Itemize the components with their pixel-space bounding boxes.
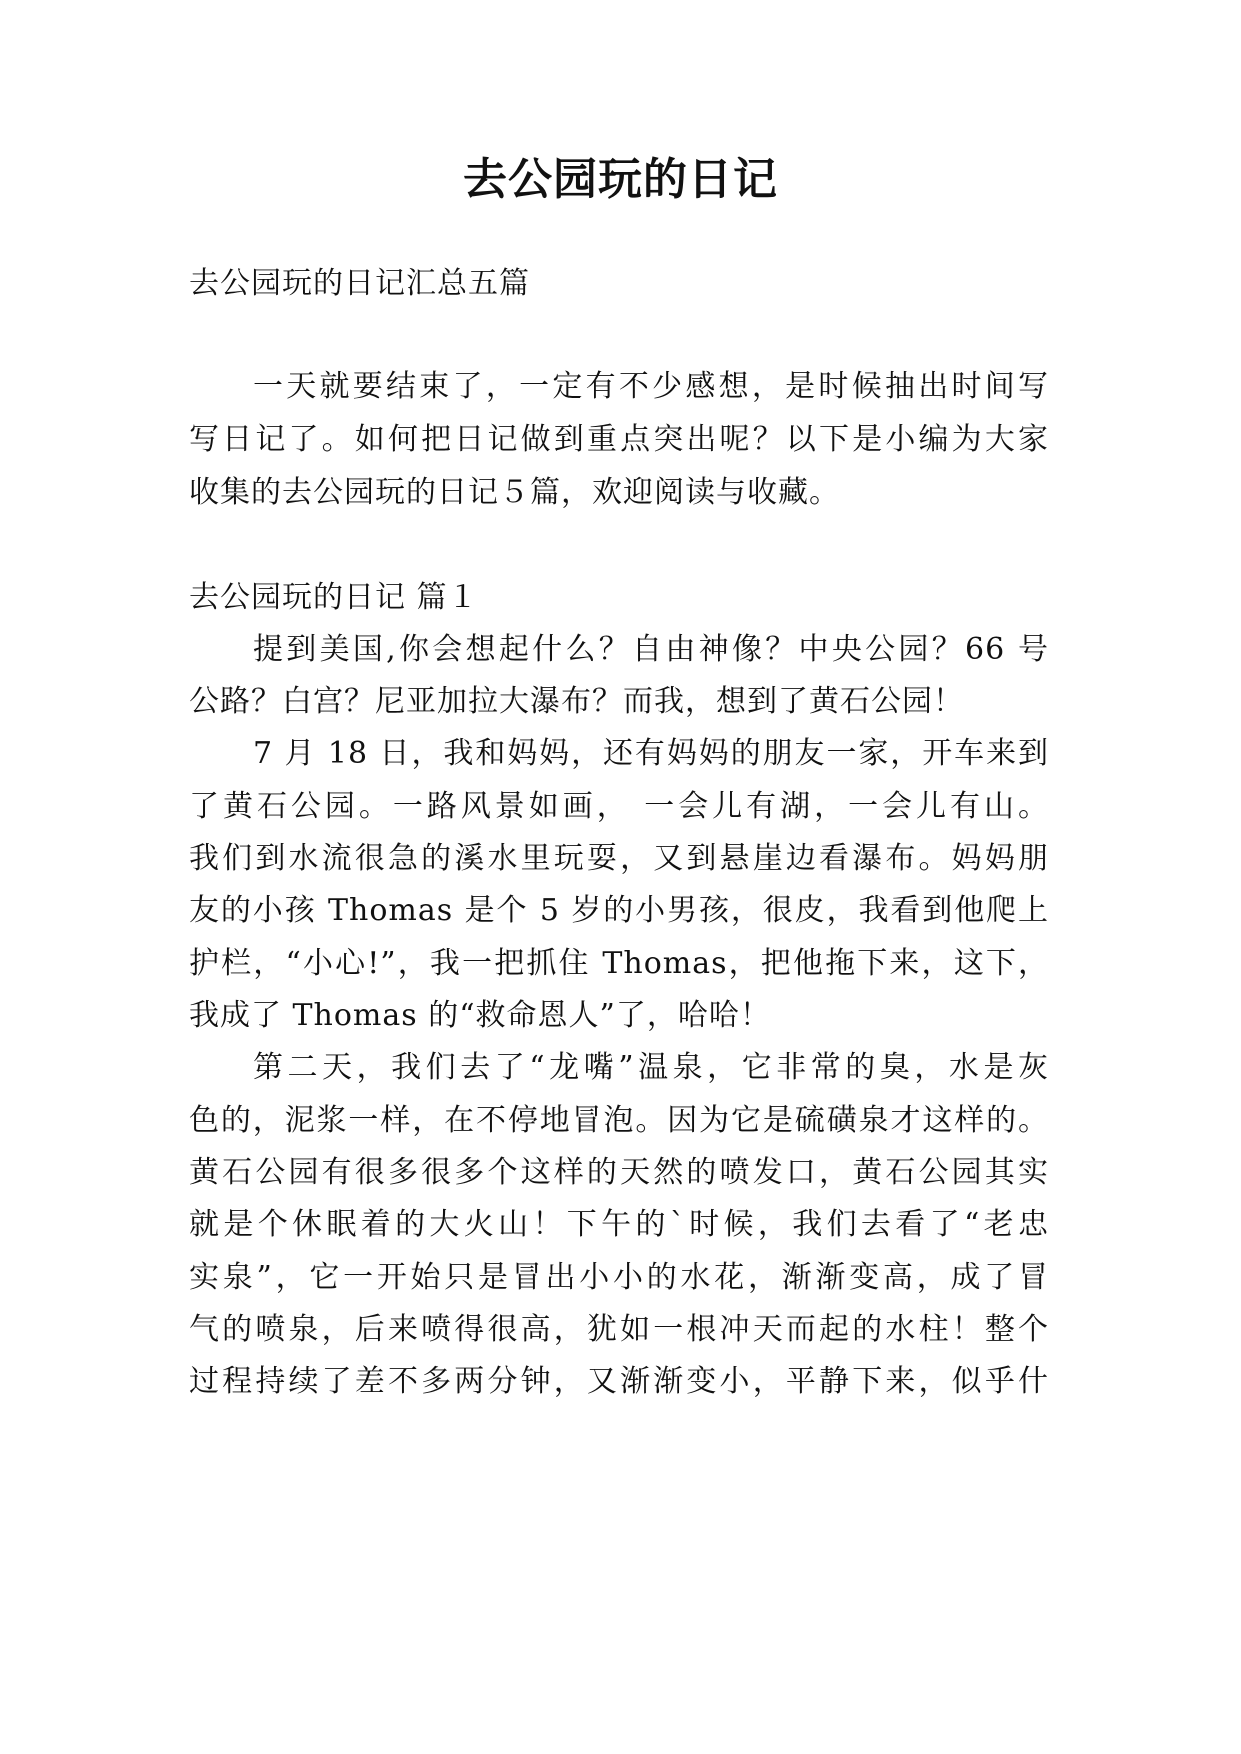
body-line: 公路？白宫？尼亚加拉大瀑布？而我，想到了黄石公园！ bbox=[189, 684, 964, 719]
section-heading: 去公园玩的日记 篇１ bbox=[189, 580, 479, 615]
intro-line: 收集的去公园玩的日记５篇，欢迎阅读与收藏。 bbox=[189, 475, 840, 510]
intro-line: 一天就要结束了，一定有不少感想，是时候抽出时间写 bbox=[253, 369, 1049, 404]
body-line: 过程持续了差不多两分钟，又渐渐变小，平静下来，似乎什 bbox=[189, 1364, 1049, 1399]
body-line: 7 月 18 日，我和妈妈，还有妈妈的朋友一家，开车来到 bbox=[253, 736, 1049, 771]
document-subtitle: 去公园玩的日记汇总五篇 bbox=[189, 266, 530, 301]
document-title: 去公园玩的日记 bbox=[463, 154, 778, 205]
body-line: 就是个休眠着的大火山！下午的`时候，我们去看了“老忠 bbox=[189, 1207, 1049, 1242]
body-line: 色的，泥浆一样，在不停地冒泡。因为它是硫磺泉才这样的。 bbox=[189, 1103, 1049, 1138]
body-line: 我们到水流很急的溪水里玩耍，又到悬崖边看瀑布。妈妈朋 bbox=[189, 841, 1049, 876]
body-line: 气的喷泉，后来喷得很高，犹如一根冲天而起的水柱！整个 bbox=[189, 1312, 1049, 1347]
body-line: 了黄石公园。一路风景如画， 一会儿有湖，一会儿有山。 bbox=[189, 789, 1049, 824]
body-line: 第二天，我们去了“龙嘴”温泉，它非常的臭，水是灰 bbox=[253, 1050, 1049, 1085]
body-line: 实泉”，它一开始只是冒出小小的水花，渐渐变高，成了冒 bbox=[189, 1260, 1049, 1295]
body-line: 提到美国,你会想起什么？自由神像？中央公园？66 号 bbox=[253, 632, 1049, 667]
intro-line: 写日记了。如何把日记做到重点突出呢？以下是小编为大家 bbox=[189, 422, 1049, 457]
body-line: 友的小孩 Thomas 是个 5 岁的小男孩，很皮，我看到他爬上 bbox=[189, 893, 1049, 928]
body-line: 黄石公园有很多很多个这样的天然的喷发口，黄石公园其实 bbox=[189, 1155, 1049, 1190]
body-line: 我成了 Thomas 的“救命恩人”了，哈哈！ bbox=[189, 998, 771, 1033]
body-line: 护栏，“小心!”，我一把抓住 Thomas，把他拖下来，这下， bbox=[189, 946, 1049, 981]
